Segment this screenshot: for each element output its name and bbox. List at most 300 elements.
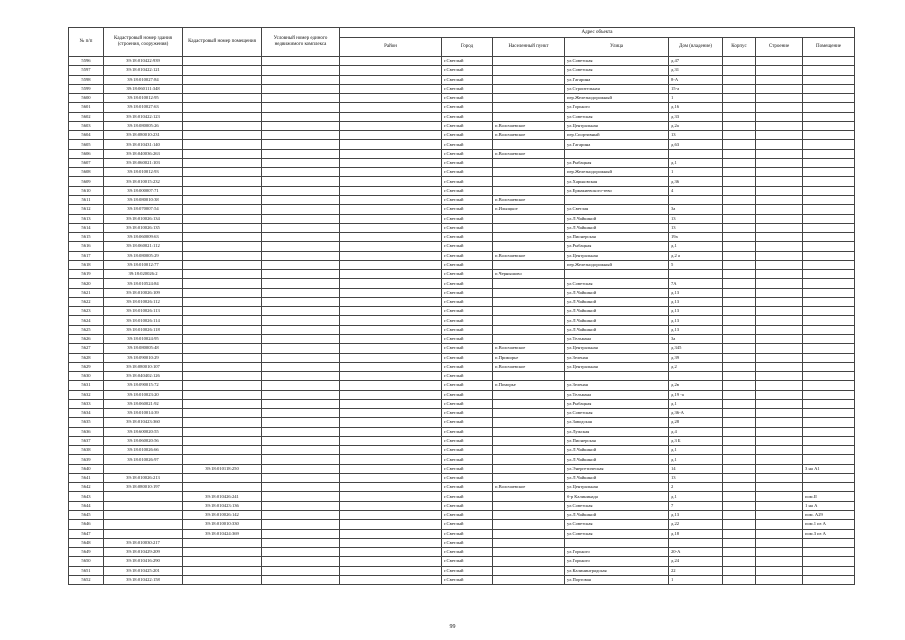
table-cell bbox=[803, 279, 855, 288]
table-cell: ул.Л.Чайкиной bbox=[565, 455, 669, 464]
table-cell bbox=[262, 446, 340, 455]
table-cell bbox=[803, 409, 855, 418]
table-cell bbox=[723, 223, 756, 232]
table-cell bbox=[340, 195, 442, 204]
table-cell: 39:18:010024:95 bbox=[104, 334, 183, 343]
table-cell bbox=[493, 158, 565, 167]
table-cell bbox=[803, 334, 855, 343]
table-cell bbox=[262, 288, 340, 297]
table-cell bbox=[756, 409, 803, 418]
table-cell bbox=[340, 260, 442, 269]
table-row bbox=[69, 121, 855, 130]
table-cell: 39:18:060021:112 bbox=[104, 242, 183, 251]
table-cell: г.Светлый bbox=[442, 316, 493, 325]
table-cell: 39:18:010012:95 bbox=[104, 94, 183, 103]
table-cell: д.345 bbox=[669, 344, 723, 353]
table-cell bbox=[803, 251, 855, 260]
table-cell bbox=[183, 214, 262, 223]
table-cell bbox=[493, 446, 565, 455]
table-cell bbox=[669, 270, 723, 279]
table-cell bbox=[803, 260, 855, 269]
table-cell bbox=[493, 288, 565, 297]
table-cell bbox=[723, 75, 756, 84]
table-cell bbox=[340, 57, 442, 66]
table-cell bbox=[756, 492, 803, 501]
table-cell bbox=[340, 140, 442, 149]
table-cell: 13 bbox=[669, 131, 723, 140]
table-cell bbox=[493, 242, 565, 251]
table-cell bbox=[756, 455, 803, 464]
table-cell bbox=[803, 177, 855, 186]
table-cell: 39:18:000007:71 bbox=[104, 186, 183, 195]
table-cell: 39:18:010026:134 bbox=[104, 214, 183, 223]
table-cell bbox=[262, 75, 340, 84]
table-cell: д.2 bbox=[669, 362, 723, 371]
table-cell bbox=[340, 436, 442, 445]
table-cell bbox=[803, 131, 855, 140]
table-cell: ул.Советская bbox=[565, 66, 669, 75]
table-cell: 39:18:010426:241 bbox=[183, 492, 262, 501]
table-cell bbox=[183, 353, 262, 362]
table-cell bbox=[183, 316, 262, 325]
table-cell: ул.Заводская bbox=[565, 418, 669, 427]
table-cell bbox=[803, 242, 855, 251]
table-cell bbox=[756, 436, 803, 445]
table-cell: г.Светлый bbox=[442, 483, 493, 492]
table-cell: 39:18:080005:26 bbox=[104, 121, 183, 130]
table-cell bbox=[262, 436, 340, 445]
table-cell: 5628 bbox=[69, 353, 104, 362]
table-cell: ул.Горького bbox=[565, 548, 669, 557]
table-cell: 39:18:010012:93 bbox=[104, 168, 183, 177]
table-cell: 1 bbox=[669, 94, 723, 103]
register-table bbox=[68, 27, 855, 585]
table-cell bbox=[262, 66, 340, 75]
table-row bbox=[69, 158, 855, 167]
table-cell bbox=[262, 511, 340, 520]
table-cell: г.Светлый bbox=[442, 57, 493, 66]
table-row bbox=[69, 140, 855, 149]
table-cell bbox=[340, 566, 442, 575]
table-cell bbox=[183, 195, 262, 204]
table-cell: п.Ильицкое bbox=[493, 205, 565, 214]
table-row bbox=[69, 288, 855, 297]
table-cell: 5607 bbox=[69, 158, 104, 167]
table-cell bbox=[723, 473, 756, 482]
table-cell: 5651 bbox=[69, 566, 104, 575]
table-cell bbox=[340, 270, 442, 279]
table-cell bbox=[340, 464, 442, 473]
table-cell bbox=[183, 242, 262, 251]
table-cell bbox=[262, 94, 340, 103]
table-cell: 39:18:060020:56 bbox=[104, 436, 183, 445]
table-cell bbox=[340, 94, 442, 103]
table-cell bbox=[340, 353, 442, 362]
table-cell: п.Волочаевское bbox=[493, 362, 565, 371]
table-cell: 5625 bbox=[69, 325, 104, 334]
table-cell bbox=[183, 455, 262, 464]
table-cell: д.47 bbox=[669, 57, 723, 66]
table-cell: г.Светлый bbox=[442, 195, 493, 204]
table-cell: 39:18:080010:197 bbox=[104, 483, 183, 492]
table-cell: г.Светлый bbox=[442, 177, 493, 186]
header-korpus: Корпус bbox=[723, 38, 756, 57]
table-cell bbox=[262, 251, 340, 260]
table-cell bbox=[340, 316, 442, 325]
table-cell bbox=[183, 75, 262, 84]
table-cell bbox=[803, 557, 855, 566]
table-cell: 5604 bbox=[69, 131, 104, 140]
table-cell bbox=[756, 353, 803, 362]
table-cell bbox=[262, 548, 340, 557]
table-cell: 5609 bbox=[69, 177, 104, 186]
table-cell bbox=[262, 473, 340, 482]
table-cell: ул.Харьковская bbox=[565, 177, 669, 186]
table-cell bbox=[803, 566, 855, 575]
table-cell bbox=[340, 557, 442, 566]
table-cell bbox=[340, 520, 442, 529]
table-cell: 39:18:080005:48 bbox=[104, 344, 183, 353]
table-cell bbox=[803, 427, 855, 436]
table-cell bbox=[262, 325, 340, 334]
table-cell bbox=[723, 399, 756, 408]
table-row bbox=[69, 427, 855, 436]
table-cell bbox=[669, 538, 723, 547]
table-cell bbox=[723, 168, 756, 177]
table-cell bbox=[493, 548, 565, 557]
table-cell: г.Светлый bbox=[442, 557, 493, 566]
table-cell bbox=[756, 307, 803, 316]
table-cell bbox=[756, 233, 803, 242]
table-cell bbox=[803, 195, 855, 204]
header-city: Город bbox=[442, 38, 493, 57]
table-row bbox=[69, 297, 855, 306]
table-cell: 39:18:040036:263 bbox=[104, 149, 183, 158]
table-cell bbox=[756, 316, 803, 325]
table-cell: ул.Центральная bbox=[565, 483, 669, 492]
table-cell: ул.Лужская bbox=[565, 427, 669, 436]
table-cell bbox=[493, 492, 565, 501]
table-cell bbox=[104, 501, 183, 510]
table-cell bbox=[803, 158, 855, 167]
table-cell bbox=[723, 103, 756, 112]
table-cell bbox=[756, 223, 803, 232]
table-cell bbox=[756, 566, 803, 575]
table-cell: ул.Ермакиевского-тево bbox=[565, 186, 669, 195]
table-cell bbox=[723, 520, 756, 529]
table-row bbox=[69, 186, 855, 195]
table-cell: д.22 bbox=[669, 520, 723, 529]
table-cell: д.16 bbox=[669, 103, 723, 112]
table-row bbox=[69, 251, 855, 260]
table-cell: д.1 bbox=[669, 158, 723, 167]
table-cell bbox=[723, 66, 756, 75]
table-cell: г.Светлый bbox=[442, 297, 493, 306]
table-cell: 5605 bbox=[69, 140, 104, 149]
table-cell bbox=[756, 511, 803, 520]
table-cell: г.Светлый bbox=[442, 260, 493, 269]
table-cell bbox=[756, 251, 803, 260]
table-cell bbox=[262, 279, 340, 288]
table-cell bbox=[262, 242, 340, 251]
table-cell: п.Волочаевское bbox=[493, 121, 565, 130]
table-cell: 39:18:010014:39 bbox=[104, 409, 183, 418]
table-cell: ул.Центральная bbox=[565, 344, 669, 353]
table-row bbox=[69, 75, 855, 84]
table-cell: 39:18:020026:2 bbox=[104, 270, 183, 279]
table-cell: 5599 bbox=[69, 84, 104, 93]
table-cell bbox=[756, 270, 803, 279]
table-cell: г.Светлый bbox=[442, 473, 493, 482]
table-row bbox=[69, 112, 855, 121]
table-cell bbox=[183, 57, 262, 66]
table-cell bbox=[183, 205, 262, 214]
register-body bbox=[69, 57, 855, 585]
table-cell bbox=[340, 103, 442, 112]
table-cell: 5627 bbox=[69, 344, 104, 353]
table-cell: г.Светлый bbox=[442, 520, 493, 529]
table-cell bbox=[803, 483, 855, 492]
table-cell: г.Светлый bbox=[442, 112, 493, 121]
table-cell: г.Светлый bbox=[442, 353, 493, 362]
table-cell bbox=[183, 409, 262, 418]
header-district: Район bbox=[340, 38, 442, 57]
table-cell: г.Светлый bbox=[442, 242, 493, 251]
table-cell bbox=[723, 390, 756, 399]
table-cell: г.Светлый bbox=[442, 390, 493, 399]
table-cell: ул.Рыбацкая bbox=[565, 399, 669, 408]
table-cell: 3а bbox=[669, 334, 723, 343]
table-cell: ул.Зеленая bbox=[565, 381, 669, 390]
table-cell: 39:18:010026:97 bbox=[104, 455, 183, 464]
table-cell: ул.Л.Чайкиной bbox=[565, 473, 669, 482]
table-cell bbox=[262, 260, 340, 269]
table-cell bbox=[756, 214, 803, 223]
table-cell: 5 bbox=[669, 260, 723, 269]
table-cell: ул.Рыбацкая bbox=[565, 242, 669, 251]
table-cell bbox=[183, 362, 262, 371]
table-cell bbox=[262, 195, 340, 204]
table-cell bbox=[756, 195, 803, 204]
table-cell bbox=[183, 446, 262, 455]
table-cell: пер.Железнодорожный bbox=[565, 260, 669, 269]
table-cell bbox=[803, 575, 855, 584]
table-cell: 39:18:010023:20 bbox=[104, 390, 183, 399]
table-cell bbox=[493, 75, 565, 84]
table-cell: п.Волочаевское bbox=[493, 483, 565, 492]
table-row bbox=[69, 103, 855, 112]
table-cell bbox=[262, 483, 340, 492]
table-cell bbox=[183, 473, 262, 482]
table-row bbox=[69, 94, 855, 103]
table-cell bbox=[340, 288, 442, 297]
table-cell bbox=[104, 520, 183, 529]
table-cell bbox=[803, 149, 855, 158]
table-cell bbox=[803, 344, 855, 353]
table-cell bbox=[803, 316, 855, 325]
table-cell bbox=[262, 492, 340, 501]
table-cell bbox=[803, 205, 855, 214]
table-cell: ул.Л.Чайкиной bbox=[565, 288, 669, 297]
table-cell bbox=[262, 223, 340, 232]
table-row bbox=[69, 195, 855, 204]
table-cell bbox=[803, 418, 855, 427]
table-cell bbox=[183, 427, 262, 436]
table-cell bbox=[493, 103, 565, 112]
table-cell bbox=[493, 464, 565, 473]
table-cell bbox=[262, 566, 340, 575]
table-cell bbox=[262, 131, 340, 140]
table-row bbox=[69, 538, 855, 547]
table-cell bbox=[493, 473, 565, 482]
header-structure: Строение bbox=[756, 38, 803, 57]
table-cell bbox=[340, 205, 442, 214]
table-cell bbox=[803, 436, 855, 445]
table-row bbox=[69, 520, 855, 529]
table-cell: г.Светлый bbox=[442, 149, 493, 158]
table-cell bbox=[756, 381, 803, 390]
table-cell: г.Светлый bbox=[442, 436, 493, 445]
table-cell: ул.Гагарина bbox=[565, 75, 669, 84]
table-cell bbox=[803, 307, 855, 316]
table-row bbox=[69, 307, 855, 316]
header-conditional-number: Условный номер единого недвижимого комплекса bbox=[262, 28, 340, 57]
table-cell: 5648 bbox=[69, 538, 104, 547]
table-cell bbox=[183, 270, 262, 279]
table-cell: 5630 bbox=[69, 372, 104, 381]
table-cell bbox=[262, 390, 340, 399]
table-cell: 5615 bbox=[69, 233, 104, 242]
table-cell bbox=[723, 344, 756, 353]
table-cell: г.Светлый bbox=[442, 233, 493, 242]
table-cell bbox=[493, 177, 565, 186]
table-cell: 5598 bbox=[69, 75, 104, 84]
table-cell bbox=[340, 548, 442, 557]
table-cell: д.1 bbox=[669, 446, 723, 455]
table-row bbox=[69, 344, 855, 353]
table-row bbox=[69, 270, 855, 279]
table-cell: 39:18:070007:54 bbox=[104, 205, 183, 214]
table-cell: 5646 bbox=[69, 520, 104, 529]
table-cell bbox=[565, 538, 669, 547]
table-cell bbox=[669, 372, 723, 381]
table-cell bbox=[183, 381, 262, 390]
table-cell bbox=[183, 307, 262, 316]
table-cell bbox=[756, 575, 803, 584]
table-cell bbox=[723, 205, 756, 214]
table-cell: 39:18:010012:77 bbox=[104, 260, 183, 269]
table-cell: 39:18:080010:231 bbox=[104, 131, 183, 140]
table-cell: г.Светлый bbox=[442, 566, 493, 575]
table-cell: 5603 bbox=[69, 121, 104, 130]
table-cell bbox=[262, 520, 340, 529]
table-cell bbox=[262, 186, 340, 195]
table-cell bbox=[493, 436, 565, 445]
table-cell: 39:18:060111:348 bbox=[104, 84, 183, 93]
table-row bbox=[69, 548, 855, 557]
table-cell bbox=[756, 168, 803, 177]
table-cell bbox=[262, 158, 340, 167]
table-cell: ул.Энергетическая bbox=[565, 464, 669, 473]
table-cell: г.Светлый bbox=[442, 418, 493, 427]
table-cell: д.13 bbox=[669, 511, 723, 520]
table-cell: д.1 bbox=[669, 492, 723, 501]
table-cell bbox=[756, 94, 803, 103]
table-cell: п.Волочаевское bbox=[493, 131, 565, 140]
table-cell bbox=[803, 473, 855, 482]
table-row bbox=[69, 483, 855, 492]
table-cell: д.13 bbox=[669, 297, 723, 306]
table-cell bbox=[262, 409, 340, 418]
table-cell bbox=[756, 464, 803, 473]
table-cell bbox=[756, 112, 803, 121]
table-cell: ул.Советская bbox=[565, 279, 669, 288]
table-cell: ул.Пионерская bbox=[565, 233, 669, 242]
table-cell: п.Волочаевское bbox=[493, 344, 565, 353]
table-cell bbox=[756, 121, 803, 130]
table-cell bbox=[183, 297, 262, 306]
table-cell bbox=[803, 270, 855, 279]
table-cell bbox=[756, 334, 803, 343]
table-cell bbox=[756, 325, 803, 334]
table-cell: 39:18:010026:142 bbox=[183, 511, 262, 520]
table-cell bbox=[565, 149, 669, 158]
table-cell bbox=[723, 233, 756, 242]
table-cell bbox=[183, 372, 262, 381]
table-cell bbox=[340, 158, 442, 167]
table-cell: г.Светлый bbox=[442, 529, 493, 538]
table-cell: 5602 bbox=[69, 112, 104, 121]
table-cell bbox=[340, 131, 442, 140]
table-cell bbox=[803, 288, 855, 297]
table-cell: п.Чернышово bbox=[493, 270, 565, 279]
table-cell: 5640 bbox=[69, 464, 104, 473]
header-house: Дом (владение) bbox=[669, 38, 723, 57]
header-num: № п/п bbox=[69, 28, 104, 57]
table-cell bbox=[493, 168, 565, 177]
table-row bbox=[69, 381, 855, 390]
table-cell bbox=[183, 158, 262, 167]
table-cell bbox=[183, 260, 262, 269]
table-cell bbox=[262, 418, 340, 427]
table-cell: ул.Советская bbox=[565, 409, 669, 418]
table-cell bbox=[493, 511, 565, 520]
table-cell: 5641 bbox=[69, 473, 104, 482]
table-cell: 5631 bbox=[69, 381, 104, 390]
table-cell: 39:18:080010:107 bbox=[104, 362, 183, 371]
table-cell bbox=[723, 501, 756, 510]
table-cell: 5600 bbox=[69, 94, 104, 103]
table-cell bbox=[340, 242, 442, 251]
table-cell bbox=[183, 288, 262, 297]
table-row bbox=[69, 566, 855, 575]
table-cell bbox=[340, 325, 442, 334]
table-cell bbox=[262, 103, 340, 112]
table-cell: д.13 bbox=[669, 288, 723, 297]
table-cell: ул.Л.Чайкиной bbox=[565, 446, 669, 455]
table-cell: ул.Рыбацкая bbox=[565, 158, 669, 167]
table-cell: г.Светлый bbox=[442, 334, 493, 343]
table-cell: г.Светлый bbox=[442, 103, 493, 112]
table-cell: пер.Железнодорожный bbox=[565, 168, 669, 177]
table-cell bbox=[340, 251, 442, 260]
table-cell: г.Светлый bbox=[442, 548, 493, 557]
table-row bbox=[69, 473, 855, 482]
table-cell bbox=[262, 501, 340, 510]
table-cell bbox=[756, 260, 803, 269]
table-cell bbox=[493, 566, 565, 575]
table-cell: 39:18:010431:140 bbox=[104, 140, 183, 149]
